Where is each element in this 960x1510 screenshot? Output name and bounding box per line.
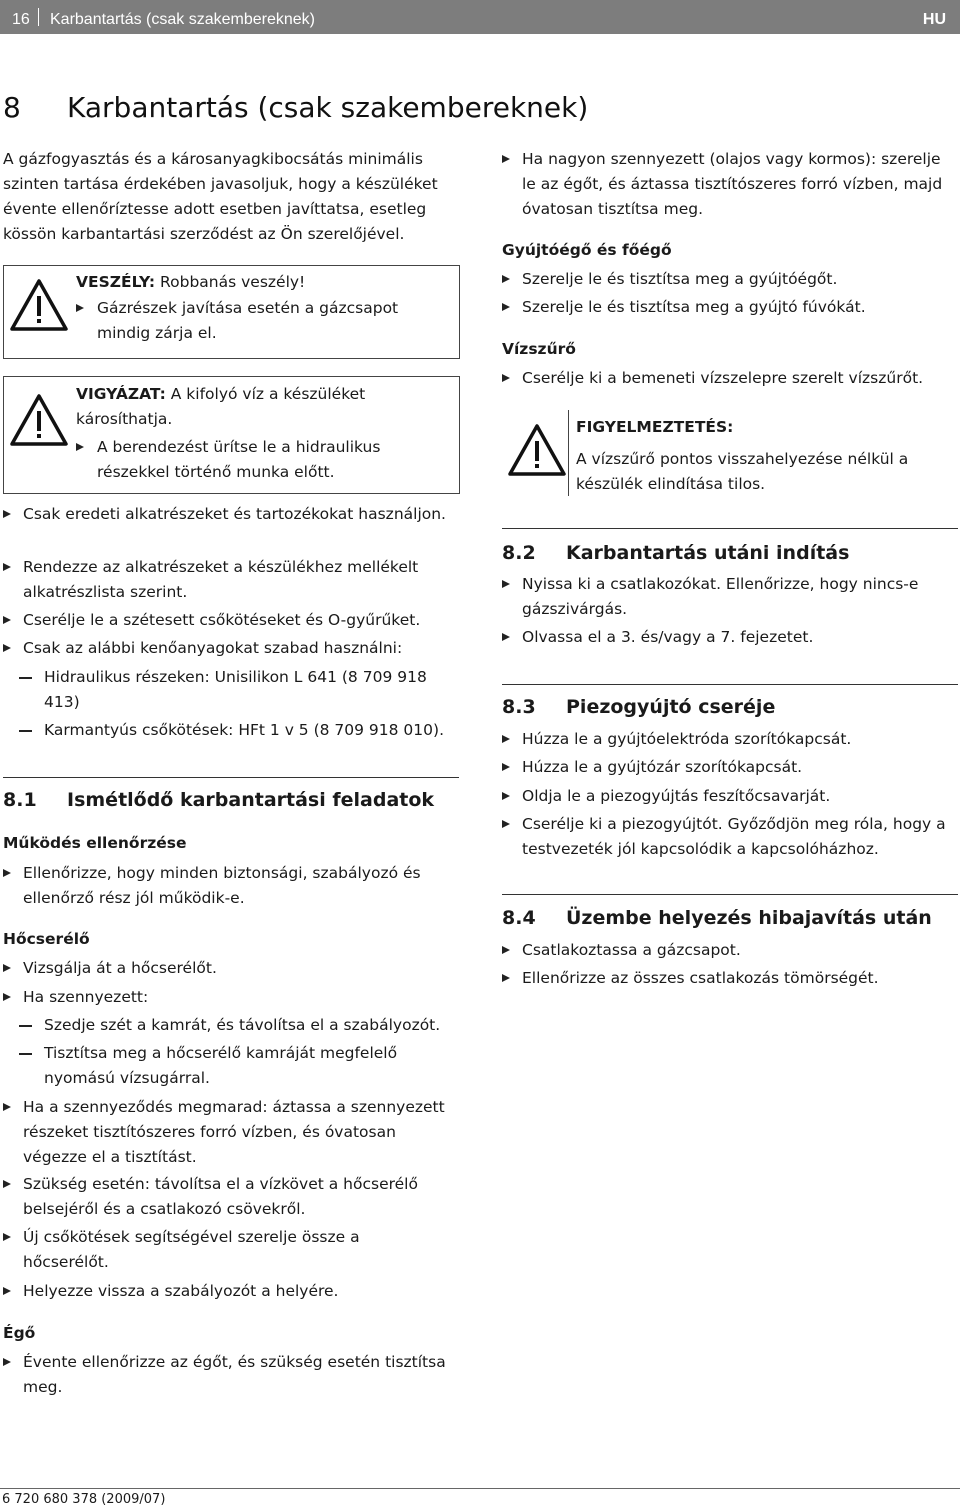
list-item: Húzza le a gyújtózár szorítókapcsát. (502, 755, 960, 780)
list-item: Csatlakoztassa a gázcsapot. (502, 938, 960, 963)
warning-triangle-icon (507, 423, 567, 477)
list-item: Ellenőrizze, hogy minden biztonsági, szabályozó és ellenőrző rész jól működik-e. (3, 861, 453, 911)
subheading-heat-exchanger: Hőcserélő (3, 930, 90, 948)
section-title-8-3 (502, 694, 775, 720)
header-title: Karbantartás (csak szakembereknek) (50, 11, 315, 28)
list-item: Vizsgálja át a hőcserélőt. (3, 956, 453, 981)
list-item: Helyezze vissza a szabályozót a helyére. (3, 1279, 453, 1304)
list-item: Szerelje le és tisztítsa meg a gyújtó fúvókát. (502, 295, 958, 320)
warning-icon-cell (502, 410, 568, 496)
section-title-text: Üzembe helyezés hibajavítás után (566, 907, 932, 929)
list-item: Új csőkötések segítségével szerelje össze a hőcserélőt. (3, 1225, 423, 1275)
list-item: Rendezze az alkatrészeket a készülékhez mellékelt alkatrészlista szerint. (3, 555, 453, 605)
section-title-text: Karbantartás utáni indítás (566, 542, 850, 564)
section-rule (502, 684, 958, 685)
chapter-title-text: Karbantartás (csak szakembereknek) (67, 91, 589, 124)
list-item: Cserélje le a szétesett csőkötéseket és O-gyűrűket. (3, 608, 459, 633)
list-item: Nyissa ki a csatlakozókat. Ellenőrizze, hogy nincs-e gázszivárgás. (502, 572, 952, 622)
caution-heading (76, 382, 453, 432)
danger-text: Robbanás veszély! (155, 273, 306, 291)
list-item: Ha szennyezett: (3, 985, 453, 1010)
section-rule (3, 777, 459, 778)
subheading-burner: Égő (3, 1324, 36, 1342)
list-item: Ellenőrizze az összes csatlakozás tömörségét. (502, 966, 960, 991)
dash-item: Szedje szét a kamrát, és távolítsa el a szabályozót. (3, 1013, 484, 1038)
danger-item (76, 296, 453, 346)
warning-triangle-icon (9, 393, 69, 447)
danger-icon-cell (4, 266, 70, 358)
chapter-title (3, 90, 588, 126)
subheading-function-check: Működés ellenőrzése (3, 834, 187, 852)
list-item: Csak eredeti alkatrészeket és tartozékokat használjon. (3, 502, 453, 527)
document-id: 6 720 680 378 (2009/07) (2, 1492, 166, 1507)
page-footer (0, 1488, 960, 1507)
danger-label: VESZÉLY: (76, 273, 156, 291)
section-rule (502, 528, 958, 529)
bullet-arrow-icon (76, 443, 84, 451)
subheading-pilot-burner: Gyújtóégő és főégő (502, 241, 672, 259)
dash-item: Tisztítsa meg a hőcserélő kamráját megfelelő nyomású vízsugárral. (3, 1041, 444, 1091)
danger-notice (3, 265, 460, 359)
subheading-water-filter: Vízszűrő (502, 340, 576, 358)
warning-triangle-icon (9, 278, 69, 332)
section-number: 8.1 (3, 789, 37, 811)
section-rule (502, 894, 958, 895)
bullet-arrow-icon (76, 304, 84, 312)
section-title-text: Piezogyújtó cseréje (566, 696, 776, 718)
lubricant-item: Hidraulikus részeken: Unisilikon L 641 (8 709 918 413) (3, 665, 459, 715)
chapter-number: 8 (3, 91, 21, 124)
list-item: Szükség esetén: távolítsa el a vízkövet a hőcserélő belsejéről és a csatlakozó csövekről. (3, 1172, 453, 1222)
list-item: Olvassa el a 3. és/vagy a 7. fejezetet. (502, 625, 952, 650)
section-title-text: Ismétlődő karbantartási feladatok (67, 789, 435, 811)
warning-content (576, 415, 950, 497)
caution-item-text: A berendezést ürítse le a hidraulikus részekkel történő munka előtt. (97, 438, 381, 481)
page-header (0, 0, 960, 34)
warning-text: A vízszűrő pontos visszahelyezése nélkül a készülék elindítása tilos. (576, 450, 909, 493)
header-divider (38, 8, 39, 26)
language-code: HU (922, 11, 946, 28)
intro-paragraph: A gázfogyasztás és a károsanyagkibocsátás minimális szinten tartása érdekében javasoljuk, hogy a készüléket évente ellenőríztesse adott esetben javíttatsa, esetleg kössön karbantartási szerződést az Ön szerelőjével. (3, 150, 438, 243)
warning-divider (568, 410, 569, 496)
warning-notice (502, 410, 956, 496)
section-title-8-2 (502, 540, 849, 566)
list-item: Évente ellenőrizze az égőt, és szükség esetén tisztítsa meg. (3, 1350, 463, 1400)
list-item: Szerelje le és tisztítsa meg a gyújtóégőt. (502, 267, 958, 292)
caution-notice (3, 376, 460, 494)
section-number: 8.4 (502, 907, 536, 929)
caution-label: VIGYÁZAT: (76, 385, 166, 403)
caution-text: A kifolyó víz a készüléket károsíthatja. (76, 385, 366, 428)
list-item: Ha nagyon szennyezett (olajos vagy kormos): szerelje le az égőt, és áztassa tisztítószeres forró vízben, majd óvatosan tisztítsa meg. (502, 147, 958, 222)
danger-content (76, 270, 453, 346)
section-number: 8.3 (502, 696, 536, 718)
lubricant-item: Karmantyús csőkötések: HFt 1 v 5 (8 709 918 010). (3, 718, 484, 743)
danger-item-text: Gázrészek javítása esetén a gázcsapot mindig zárja el. (97, 299, 399, 342)
list-item: Csak az alábbi kenőanyagokat szabad használni: (3, 636, 459, 661)
section-title-8-4 (502, 905, 932, 931)
caution-icon-cell (4, 377, 70, 493)
list-item: Húzza le a gyújtóelektróda szorítókapcsát. (502, 727, 960, 752)
list-item: Cserélje ki a bemeneti vízszelepre szerelt vízszűrőt. (502, 366, 960, 391)
danger-heading (76, 270, 453, 295)
caution-item (76, 435, 453, 485)
page-number: 16 (12, 11, 30, 28)
caution-content (76, 382, 453, 485)
section-title-8-1 (3, 787, 434, 813)
section-number: 8.2 (502, 542, 536, 564)
warning-label: FIGYELMEZTETÉS: (576, 418, 734, 436)
list-item: Ha a szennyeződés megmarad: áztassa a szennyezett részeket tisztítószeres forró vízben, és óvatosan végezze el a tisztítást. (3, 1095, 459, 1170)
list-item: Cserélje ki a piezogyújtót. Győződjön meg róla, hogy a testvezeték jól kapcsolódik a kapcsolóházhoz. (502, 812, 960, 862)
list-item: Oldja le a piezogyújtás feszítőcsavarját. (502, 784, 960, 809)
